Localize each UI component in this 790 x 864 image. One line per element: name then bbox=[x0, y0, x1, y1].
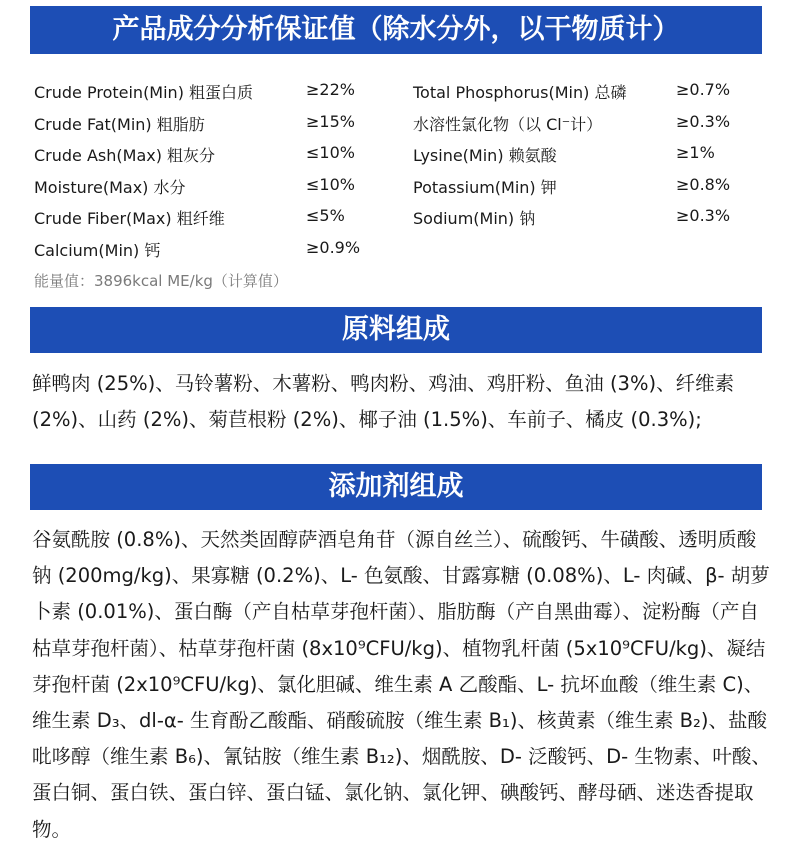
nutrient-name: Crude Fiber(Max) 粗纤维 bbox=[34, 209, 225, 228]
nutrition-row bbox=[34, 80, 764, 112]
nutrient-value: ≤10% bbox=[306, 143, 355, 162]
nutrient-name: Calcium(Min) 钙 bbox=[34, 240, 161, 260]
nutrition-row bbox=[34, 175, 764, 207]
nutrient-name: Crude Fat(Min) 粗脂肪 bbox=[34, 114, 205, 134]
nutrient-name: Moisture(Max) 水分 bbox=[34, 177, 186, 197]
nutrient-name: Crude Protein(Min) 粗蛋白质 bbox=[34, 83, 254, 102]
nutrition-row bbox=[34, 206, 764, 238]
nutrient-value: ≥1% bbox=[676, 143, 715, 162]
nutrition-row bbox=[34, 143, 764, 175]
nutrient-name: Total Phosphorus(Min) 总磷 bbox=[413, 83, 627, 102]
ingredients-title: 原料组成 bbox=[30, 307, 762, 353]
energy-note: 能量值：3896kcal ME/kg（计算值） bbox=[34, 272, 288, 290]
nutrition-row bbox=[34, 238, 764, 270]
nutrient-value: ≥0.7% bbox=[676, 80, 731, 99]
ingredients-text: 鲜鸭肉 (25%)、马铃薯粉、木薯粉、鸭肉粉、鸡油、鸡肝粉、鱼油 (3%)、纤维素 (2%)、山药 (2%)、菊苣根粉 (2%)、椰子油 (1.5%)、车前子、橘皮 (0.3%); bbox=[32, 372, 735, 432]
nutrient-name: 水溶性氯化物（以 Cl⁻计） bbox=[413, 114, 603, 134]
additives-title: 添加剂组成 bbox=[30, 464, 762, 510]
nutrient-value: ≥0.9% bbox=[306, 237, 361, 257]
nutrient-name: Crude Ash(Max) 粗灰分 bbox=[34, 146, 216, 165]
nutrient-name: Lysine(Min) 赖氨酸 bbox=[413, 146, 557, 165]
guarantee-title: 产品成分分析保证值（除水分外，以干物质计） bbox=[30, 6, 762, 54]
nutrient-value: ≥0.8% bbox=[676, 174, 731, 194]
nutrient-name: Potassium(Min) 钾 bbox=[413, 177, 557, 197]
nutrition-table bbox=[34, 80, 764, 269]
nutrient-name: Sodium(Min) 钠 bbox=[413, 209, 536, 228]
nutrient-value: ≥0.3% bbox=[676, 206, 731, 225]
nutrient-value: ≤5% bbox=[306, 206, 345, 225]
nutrient-value: ≥22% bbox=[306, 80, 355, 99]
nutrient-value: ≤10% bbox=[306, 174, 355, 194]
nutrient-value: ≥0.3% bbox=[676, 111, 731, 131]
nutrition-row bbox=[34, 112, 764, 144]
additives-text: 谷氨酰胺 (0.8%)、天然类固醇萨酒皂角苷（源自丝兰）、硫酸钙、牛磺酸、透明质酸钠 (200mg/kg)、果寡糖 (0.2%)、L- 色氨酸、甘露寡糖 (0.08%)、L- 肉碱、β- 胡萝卜素 (0.01%)、蛋白酶（产自枯草芽孢杆菌）、脂肪酶（产自黑曲霉）、淀粉酶（产自枯草芽孢杆菌）、枯草芽孢杆菌 (8x10⁹CFU/kg)、植物乳杆菌 (5x10⁹CFU/kg)、凝结芽孢杆菌 (2x10⁹CFU/kg)、氯化胆碱、维生素 A 乙酸酯、L- 抗坏血酸（维生素 C)、维生素 D₃、dl-α- 生育酚乙酸酯、硝酸硫胺（维生素 B₁)、核黄素（维生素 B₂)、盐酸吡哆醇（维生素 B₆)、氰钴胺（维生素 B₁₂)、烟酰胺、D- 泛酸钙、D- 生物素、叶酸、蛋白铜、蛋白铁、蛋白锌、蛋白锰、氯化钠、氯化钾、碘酸钙、酵母硒、迷迭香提取物。 bbox=[32, 528, 771, 841]
nutrient-value: ≥15% bbox=[306, 111, 355, 131]
